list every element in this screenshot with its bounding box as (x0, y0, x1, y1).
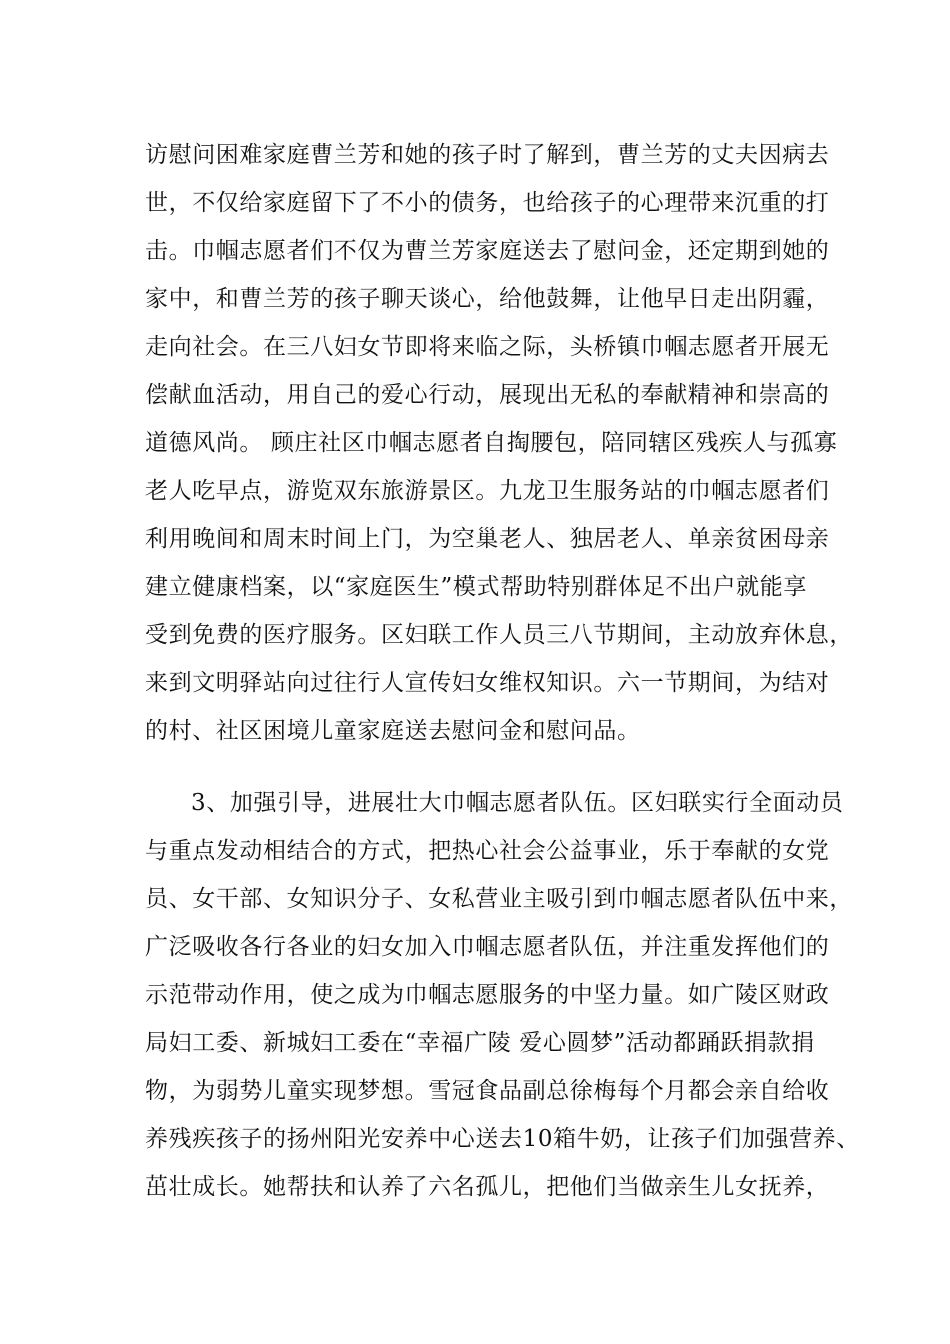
paragraph-line: 道德风尚。 顾庄社区巾帼志愿者自掏腰包，陪同辖区残疾人与孤寡 (145, 430, 838, 456)
paragraph-line: 的村、社区困境儿童家庭送去慰问金和慰问品。 (145, 718, 641, 744)
paragraph-line: 受到免费的医疗服务。区妇联工作人员三八节期间，主动放弃休息， (145, 622, 853, 648)
paragraph-line: 访慰问困难家庭曹兰芳和她的孩子时了解到，曹兰芳的丈夫因病去 (145, 142, 830, 168)
paragraph-line: 物，为弱势儿童实现梦想。雪冠食品副总徐梅每个月都会亲自给收 (145, 1078, 830, 1104)
paragraph-line: 击。巾帼志愿者们不仅为曹兰芳家庭送去了慰问金，还定期到她的 (145, 238, 830, 264)
paragraph-line: 老人吃早点，游览双东旅游景区。九龙卫生服务站的巾帼志愿者们 (145, 478, 830, 504)
paragraph-line: 建立健康档案，以“家庭医生”模式帮助特别群体足不出户就能享 (145, 574, 807, 600)
paragraph-line: 走向社会。在三八妇女节即将来临之际，头桥镇巾帼志愿者开展无 (145, 334, 830, 360)
paragraph-line: 3、加强引导，进展壮大巾帼志愿者队伍。区妇联实行全面动员 (191, 790, 844, 816)
paragraph-line: 茁壮成长。她帮扶和认养了六名孤儿，把他们当做亲生儿女抚养， (145, 1174, 830, 1200)
paragraph-line: 来到文明驿站向过往行人宣传妇女维权知识。六一节期间，为结对 (145, 670, 830, 696)
paragraph-line: 与重点发动相结合的方式，把热心社会公益事业，乐于奉献的女党 (145, 838, 830, 864)
paragraph-line: 偿献血活动，用自己的爱心行动，展现出无私的奉献精神和崇高的 (145, 382, 830, 408)
paragraph-2 (145, 779, 860, 1211)
paragraph-line: 家中，和曹兰芳的孩子聊天谈心，给他鼓舞，让他早日走出阴霾， (145, 286, 830, 312)
paragraph-line: 广泛吸收各行各业的妇女加入巾帼志愿者队伍，并注重发挥他们的 (145, 934, 830, 960)
paragraph-line: 利用晚间和周末时间上门，为空巢老人、独居老人、单亲贫困母亲 (145, 526, 830, 552)
paragraph-line: 示范带动作用，使之成为巾帼志愿服务的中坚力量。如广陵区财政 (145, 982, 830, 1008)
paragraph-line: 世，不仅给家庭留下了不小的债务，也给孩子的心理带来沉重的打 (145, 190, 830, 216)
paragraph-line: 局妇工委、新城妇工委在“幸福广陵 爱心圆梦”活动都踊跃捐款捐 (145, 1030, 815, 1056)
paragraph-line: 员、女干部、女知识分子、女私营业主吸引到巾帼志愿者队伍中来， (145, 886, 853, 912)
paragraph-line: 养残疾孩子的扬州阳光安养中心送去10箱牛奶，让孩子们加强营养、 (145, 1126, 860, 1152)
paragraph-1 (145, 131, 853, 755)
